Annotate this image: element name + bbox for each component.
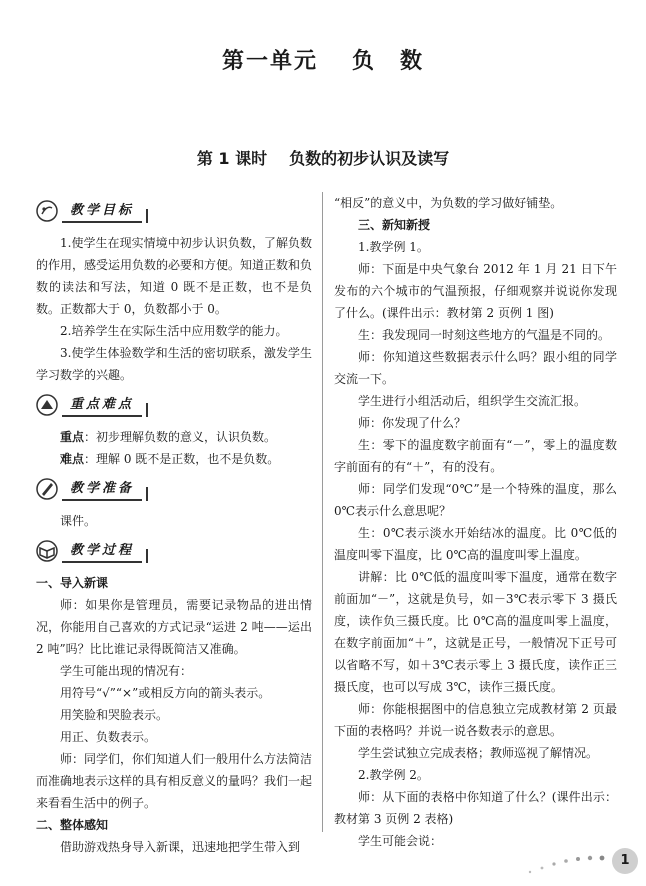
body-paragraph: 学生可能会说： xyxy=(358,834,443,848)
preparation-text: 课件。 xyxy=(60,514,97,528)
unit-title-name: 负 数 xyxy=(352,49,425,74)
lesson-topic: 负数的初步认识及读写 xyxy=(289,149,450,168)
continued-paragraph: “相反”的意义中，为负数的学习做好铺垫。 xyxy=(334,196,563,210)
lesson-title xyxy=(0,146,646,169)
column-divider xyxy=(322,192,323,832)
body-paragraph: 讲解：比 0℃低的温度叫零下温度，通常在数字前面加“－”，这就是负号，如－3℃表示零下 3 摄氏度，读作负三摄氏度。比 0℃高的温度叫零上温度，在数字前面加“＋”，这就是正号，一般情况下正号可以省略不写，如＋3℃表示零上 3 摄氏度，读作正三摄氏度，也可以写成 3℃，读作三摄氏度。 xyxy=(334,570,617,694)
goal-paragraph: 1.使学生在现实情境中初步认识负数，了解负数的作用，感受运用负数的必要和方便。知道正数和负数的读法和写法，知道 0 既不是正数，也不是负数。正数都大于 0，负数都小于 0。 xyxy=(36,236,313,316)
key-label: 重点 xyxy=(60,430,85,444)
section-label: 教学准备 xyxy=(62,479,142,501)
unit-title-number: 第一单元 xyxy=(221,49,318,74)
body-paragraph: 生：我发现同一时刻这些地方的气温是不同的。 xyxy=(358,328,611,342)
body-paragraph: 学生可能出现的情况有： xyxy=(60,664,193,678)
goal-paragraph: 3.使学生体验数学和生活的密切联系，激发学生学习数学的兴趣。 xyxy=(36,346,312,382)
body-paragraph: 师：从下面的表格中你知道了什么？(课件出示：教材第 3 页例 2 表格) xyxy=(334,790,617,826)
unit-title xyxy=(0,44,646,75)
right-column xyxy=(334,192,617,852)
section-heading-process xyxy=(36,538,312,564)
body-paragraph: 用符号“√”“×”或相反方向的箭头表示。 xyxy=(60,686,271,700)
body-paragraph: 师：你知道这些数据表示什么吗？跟小组的同学交流一下。 xyxy=(334,350,617,386)
section-label: 教学过程 xyxy=(62,541,142,563)
body-paragraph: 用正、负数表示。 xyxy=(60,730,157,744)
body-paragraph: 学生进行小组活动后，组织学生交流汇报。 xyxy=(358,394,587,408)
key-text: ：初步理解负数的意义，认识负数。 xyxy=(84,430,277,444)
body-paragraph: 师：你发现了什么？ xyxy=(358,416,467,430)
key-point-line xyxy=(36,426,312,448)
goals-icon xyxy=(36,200,58,222)
body-paragraph: 借助游戏热身导入新课，迅速地把学生带入到 xyxy=(60,840,301,854)
book-icon xyxy=(36,540,58,562)
lesson-period: 第 1 课时 xyxy=(196,149,268,168)
body-paragraph: 师：同学们，你们知道人们一般用什么方法简洁而准确地表示这样的具有相反意义的量吗？我们一起来看看生活中的例子。 xyxy=(36,752,313,810)
difficulty-label: 难点 xyxy=(60,452,85,466)
page-number: 1 xyxy=(612,848,638,874)
subsection-title: 三、新知新授 xyxy=(358,218,431,232)
body-paragraph: 学生尝试独立完成表格；教师巡视了解情况。 xyxy=(358,746,599,760)
body-paragraph: 用笑脸和哭脸表示。 xyxy=(60,708,169,722)
difficulty-text: ：理解 0 既不是正数，也不是负数。 xyxy=(84,452,280,466)
body-paragraph: 师：如果你是管理员，需要记录物品的进出情况，你能用自己喜欢的方式记录“运进 2 吨——运出 2 吨”吗？比比谁记录得既简洁又准确。 xyxy=(36,598,312,656)
body-paragraph: 师：下面是中央气象台 2012 年 1 月 21 日下午发布的六个城市的气温预报，仔细观察并说说你发现了什么。(课件出示：教材第 2 页例 1 图) xyxy=(334,262,617,320)
body-paragraph: 生：0℃表示淡水开始结冰的温度。比 0℃低的温度叫零下温度，比 0℃高的温度叫零上温度。 xyxy=(334,526,617,562)
goal-paragraph: 2.培养学生在实际生活中应用数学的能力。 xyxy=(60,324,288,338)
left-column xyxy=(36,192,312,858)
body-paragraph: 师：同学们发现“0℃”是一个特殊的温度，那么 0℃表示什么意思呢？ xyxy=(334,482,617,518)
section-heading-key-points xyxy=(36,392,312,418)
subsection-title: 二、整体感知 xyxy=(36,818,109,832)
section-label: 重点难点 xyxy=(62,395,142,417)
section-heading-preparation xyxy=(36,476,312,502)
body-paragraph: 生：零下的温度数字前面有“－”，零上的温度数字前面有的有“＋”，有的没有。 xyxy=(334,438,617,474)
difficulty-line xyxy=(36,448,312,470)
body-paragraph: 2.教学例 2。 xyxy=(358,768,429,782)
key-points-icon xyxy=(36,394,58,416)
body-paragraph: 师：你能根据图中的信息独立完成教材第 2 页最下面的表格吗？并说一说各数表示的意思。 xyxy=(334,702,617,738)
section-heading-goals xyxy=(36,198,312,224)
section-label: 教学目标 xyxy=(62,201,142,223)
pencil-icon xyxy=(36,478,58,500)
subsection-title: 一、导入新课 xyxy=(36,576,109,590)
body-paragraph: 1.教学例 1。 xyxy=(358,240,429,254)
